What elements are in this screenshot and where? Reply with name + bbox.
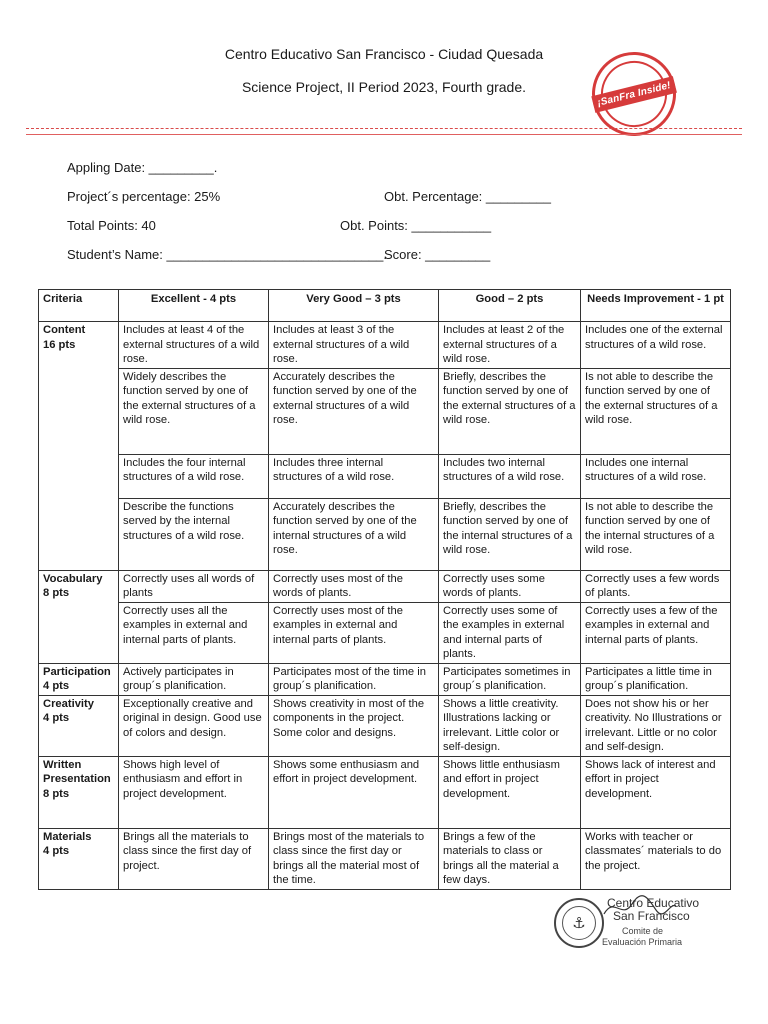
table-row	[39, 368, 731, 454]
rubric-cell: Includes three internal structures of a wild rose.	[269, 454, 439, 498]
header-excellent: Excellent - 4 pts	[119, 290, 269, 322]
header-divider-solid	[26, 134, 742, 135]
criteria-name: Creativity	[43, 697, 94, 710]
rubric-cell: Brings most of the materials to class since the first day or brings all the material most of the time.	[269, 828, 439, 889]
signature-school-line2: San Francisco	[613, 909, 690, 923]
rubric-cell: Actively participates in group´s planification.	[119, 663, 269, 695]
rubric-cell: Does not show his or her creativity. No Illustrations or irrelevant. Little or no color and self-design.	[581, 695, 731, 756]
header-needs-improvement: Needs Improvement - 1 pt	[581, 290, 731, 322]
rubric-header-row	[39, 290, 731, 322]
rubric-cell: Brings all the materials to class since the first day of project.	[119, 828, 269, 889]
rubric-cell: Describe the functions served by the internal structures of a wild rose.	[119, 498, 269, 570]
rubric-cell: Briefly, describes the function served by one of the internal structures of a wild rose.	[439, 498, 581, 570]
rubric-cell: Widely describes the function served by one of the external structures of a wild rose.	[119, 368, 269, 454]
rubric-cell: Shows little enthusiasm and effort in project development.	[439, 756, 581, 828]
rubric-cell: Participates most of the time in group´s planification.	[269, 663, 439, 695]
table-row	[39, 454, 731, 498]
rubric-cell: Includes the four internal structures of a wild rose.	[119, 454, 269, 498]
rubric-cell: Correctly uses some of the examples in external and internal parts of plants.	[439, 602, 581, 663]
header-very-good: Very Good – 3 pts	[269, 290, 439, 322]
criteria-points: 8 pts	[43, 787, 70, 800]
table-row	[39, 602, 731, 663]
criteria-cell	[39, 570, 119, 663]
school-seal-icon: ⚓	[554, 898, 604, 948]
table-row	[39, 570, 731, 602]
rubric-cell: Correctly uses some words of plants.	[439, 570, 581, 602]
rubric-cell: Shows creativity in most of the components in the project. Some color and designs.	[269, 695, 439, 756]
rubric-cell: Accurately describes the function served by one of the internal structures of a wild rose.	[269, 498, 439, 570]
obt-percentage-field: Obt. Percentage: _________	[384, 189, 551, 204]
criteria-points: 4 pts	[43, 845, 70, 857]
criteria-name: Vocabulary	[43, 572, 103, 585]
criteria-points: 16 pts	[43, 338, 76, 351]
rubric-cell: Shows lack of interest and effort in project development.	[581, 756, 731, 828]
criteria-cell	[39, 663, 119, 695]
score-field: Score: _________	[384, 247, 491, 262]
rubric-cell: Participates sometimes in group´s planification.	[439, 663, 581, 695]
obt-points-field: Obt. Points: ___________	[340, 218, 492, 233]
header-divider-dashed	[26, 128, 742, 129]
rubric-cell: Correctly uses a few words of plants.	[581, 570, 731, 602]
project-title: Science Project, II Period 2023, Fourth grade.	[241, 79, 527, 95]
rubric-cell: Brings a few of the materials to class or brings all the material a few days.	[439, 828, 581, 889]
criteria-name: Materials	[43, 830, 92, 843]
header-good: Good – 2 pts	[439, 290, 581, 322]
rubric-cell: Includes at least 2 of the external structures of a wild rose.	[439, 322, 581, 369]
signature-committee-line2: Evaluación Primaria	[602, 937, 683, 947]
table-row	[39, 695, 731, 756]
rubric-cell: Shows high level of enthusiasm and effort in project development.	[119, 756, 269, 828]
stamp-text: ¡SanFra Inside!	[592, 76, 677, 113]
rubric-cell: Participates a little time in group´s planification.	[581, 663, 731, 695]
criteria-cell	[39, 828, 119, 889]
criteria-name: Content	[43, 324, 86, 336]
rubric-cell: Correctly uses a few of the examples in external and internal parts of plants.	[581, 602, 731, 663]
criteria-name: Participation	[43, 665, 111, 678]
rubric-table	[38, 289, 731, 890]
rubric-cell: Shows a little creativity. Illustrations lacking or irrelevant. Little color or self-design.	[439, 695, 581, 756]
header-criteria: Criteria	[39, 290, 119, 322]
rubric-cell: Includes at least 3 of the external structures of a wild rose.	[269, 322, 439, 369]
table-row	[39, 322, 731, 369]
rubric-cell: Correctly uses most of the examples in external and internal parts of plants.	[269, 602, 439, 663]
table-row	[39, 756, 731, 828]
project-percentage-field: Project´s percentage: 25%	[67, 189, 221, 204]
rubric-cell: Works with teacher or classmates´ materials to do the project.	[581, 828, 731, 889]
criteria-points: 4 pts	[43, 680, 70, 692]
rubric-cell: Correctly uses most of the words of plants.	[269, 570, 439, 602]
total-points-field: Total Points: 40	[67, 218, 156, 233]
student-name-field: Student’s Name: ______________________________.	[67, 247, 387, 262]
signature-committee-line: Comite de	[622, 926, 664, 936]
criteria-name: Written Presentation	[43, 758, 111, 785]
criteria-cell	[39, 695, 119, 756]
rubric-cell: Shows some enthusiasm and effort in project development.	[269, 756, 439, 828]
rubric-cell: Includes two internal structures of a wild rose.	[439, 454, 581, 498]
rubric-cell: Correctly uses all words of plants	[119, 570, 269, 602]
criteria-cell	[39, 322, 119, 571]
criteria-points: 8 pts	[43, 587, 70, 599]
criteria-cell	[39, 756, 119, 828]
criteria-points: 4 pts	[43, 712, 70, 724]
rubric-cell: Is not able to describe the function served by one of the internal structures of a wild rose.	[581, 498, 731, 570]
rubric-cell: Includes one of the external structures of a wild rose.	[581, 322, 731, 369]
rubric-cell: Exceptionally creative and original in design. Good use of colors and design.	[119, 695, 269, 756]
rubric-cell: Correctly uses all the examples in external and internal parts of plants.	[119, 602, 269, 663]
rubric-cell: Includes at least 4 of the external structures of a wild rose.	[119, 322, 269, 369]
table-row	[39, 663, 731, 695]
rubric-cell: Includes one internal structures of a wild rose.	[581, 454, 731, 498]
appling-date-field: Appling Date: _________.	[67, 160, 218, 175]
school-title: Centro Educativo San Francisco - Ciudad Quesada	[224, 46, 544, 62]
rubric-cell: Accurately describes the function served by one of the external structures of a wild rose.	[269, 368, 439, 454]
rubric-cell: Briefly, describes the function served by one of the external structures of a wild rose.	[439, 368, 581, 454]
signature-school-line: Centro Educativo	[607, 896, 700, 910]
table-row	[39, 498, 731, 570]
rubric-cell: Is not able to describe the function served by one of the external structures of a wild rose.	[581, 368, 731, 454]
table-row	[39, 828, 731, 889]
